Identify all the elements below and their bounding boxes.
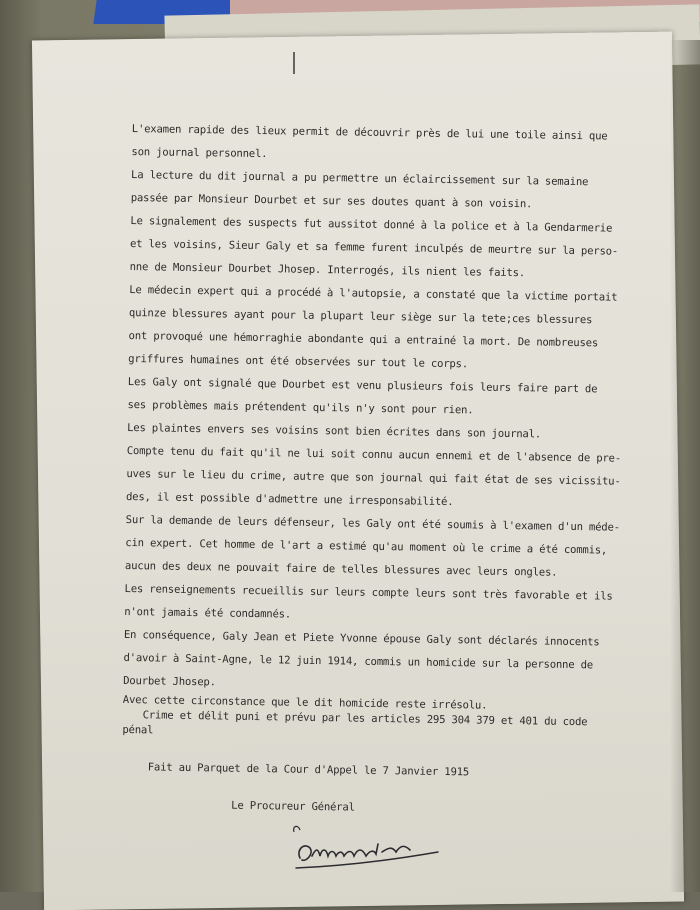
penal-line-end: pénal — [122, 723, 154, 737]
handwritten-signature — [292, 822, 442, 872]
text-line: nne de Monsieur Dourbet Jhosep. Interrogés, ils nient les faits. — [129, 260, 526, 280]
ink-mark — [292, 52, 296, 74]
text-line: L'examen rapide des lieux permit de découvrir près de lui une toile ainsi que — [131, 122, 608, 143]
text-line: Les Galy ont signalé que Dourbet est venu plusieurs fois leurs faire part de — [127, 375, 598, 396]
date-line: Fait au Parquet de la Cour d'Appel le 7 Janvier 1915 — [147, 761, 470, 779]
text-line: Le médecin expert qui a procédé à l'autopsie, a constaté que la victime portait — [129, 283, 618, 304]
text-line: Les renseignements recueillis sur leurs compte leurs sont très favorable et ils — [124, 582, 613, 603]
text-line: Dourbet Jhosep. — [123, 674, 216, 689]
text-line: aucun des deux ne pouvait faire de telles blessures avec leurs ongles. — [124, 559, 558, 579]
signatory-title: Le Procureur Général — [231, 799, 355, 814]
text-line: En conséquence, Galy Jean et Piete Yvonne épouse Galy sont déclarés innocents — [123, 628, 600, 649]
text-line: passée par Monsieur Dourbet et sur ses doutes quant à son voisin. — [130, 191, 533, 211]
text-line: Les plaintes envers ses voisins sont bien écrites dans son journal. — [127, 421, 542, 441]
text-line: d'avoir à Saint-Agne, le 12 juin 1914, commis un homicide sur la personne de — [123, 651, 594, 672]
text-line: ont provoqué une hémorraghie abondante qui a entrainé la mort. De nombreuses — [128, 329, 599, 350]
text-line: cin expert. Cet homme de l'art a estimé qu'au moment où le crime a été commis, — [125, 536, 608, 557]
text-line: Compte tenu du fait qu'il ne lui soit connu aucun ennemi et de l'absence de pre- — [126, 444, 622, 465]
circumstance-line: Avec cette circonstance que le dit homicide reste irrésolu. — [122, 693, 488, 712]
text-line: uves sur le lieu du crime, autre que son journal qui fait état de ses vicissitu- — [126, 467, 621, 488]
text-line: des, il est possible d'admettre une irresponsabilité. — [125, 490, 454, 509]
typed-text-block — [121, 118, 652, 824]
page-edge-shadow — [670, 40, 700, 892]
text-line: quinze blessures ayant pour la plupart leur siège sur la tete;ces blessures — [128, 306, 593, 327]
text-line: n'ont jamais été condamnés. — [124, 605, 292, 621]
penal-line: Crime et délit puni et prévu par les articles 295 304 379 et 401 du code — [142, 709, 588, 729]
text-line: griffures humaines ont été observées sur tout le corps. — [128, 352, 469, 371]
text-line: Le signalement des suspects fut aussitot donné à la police et à la Gendarmerie — [130, 214, 613, 235]
text-line: Sur la demande de leurs défenseur, les Galy ont été soumis à l'examen d'un méde- — [125, 513, 620, 534]
text-line: et les voisins, Sieur Galy et sa femme furent inculpés de meurtre sur la perso- — [129, 237, 619, 258]
text-line: ses problèmes mais prétendent qu'ils n'y sont pour rien. — [127, 398, 474, 417]
text-line: La lecture du dit journal a pu permettre un éclaircissement sur la semaine — [131, 168, 589, 189]
text-line: son journal personnel. — [131, 145, 268, 161]
